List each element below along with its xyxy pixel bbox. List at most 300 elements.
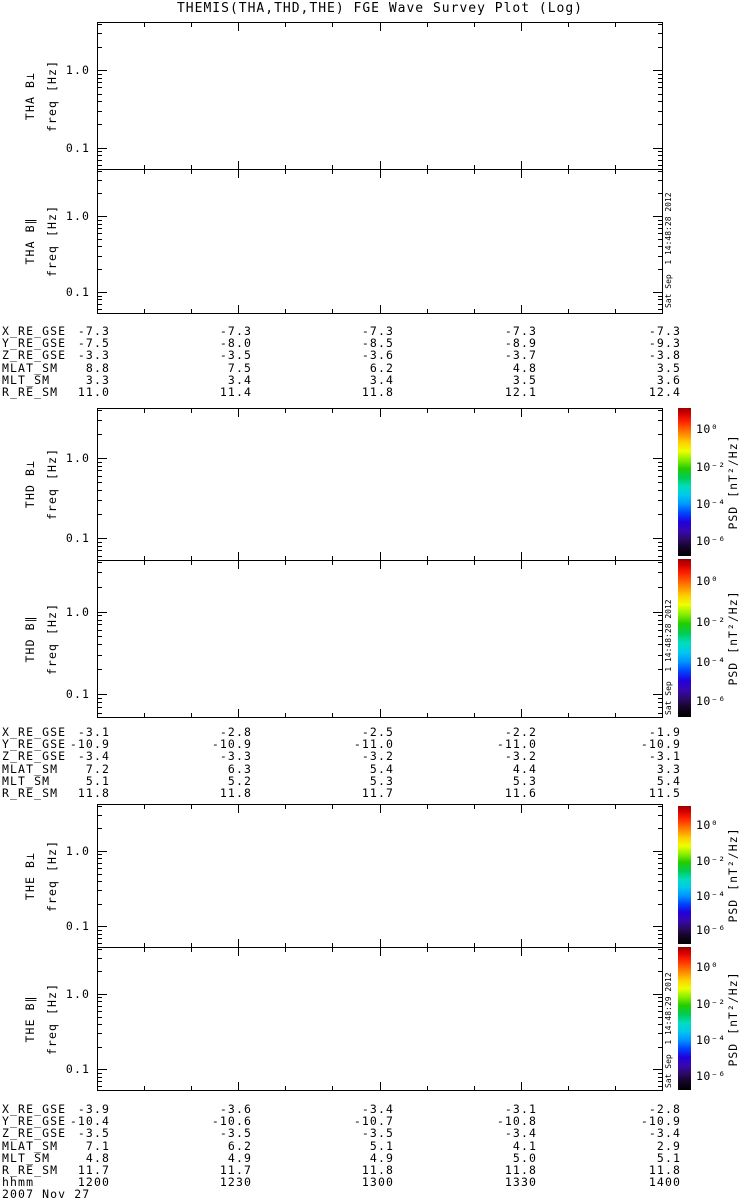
ephemeris-value: 3.6: [656, 372, 681, 387]
ephemeris-value: -3.4: [648, 1126, 681, 1141]
axis-tick: [98, 155, 102, 156]
panel-name-label: THE B∥: [23, 995, 37, 1042]
ephemeris-value: 5.1: [369, 1138, 394, 1153]
colorbar-tick-label: 10⁻⁴: [696, 888, 726, 903]
axis-tick: [658, 462, 662, 463]
axis-tick: [658, 224, 662, 225]
axis-tick: [658, 299, 662, 300]
ephemeris-value: -3.4: [504, 1126, 537, 1141]
axis-tick: [191, 309, 192, 313]
ephemeris-value: 12.4: [648, 385, 681, 399]
axis-tick: [474, 1086, 475, 1090]
freq-tick-label: 1.0: [65, 986, 90, 1001]
axis-tick: [658, 828, 662, 829]
axis-tick: [474, 805, 475, 809]
axis-tick: [658, 151, 662, 152]
ephemeris-value: 5.4: [369, 761, 394, 776]
ephemeris-value: -3.2: [504, 749, 537, 764]
psd-axis-label: PSD [nT²/Hz]: [726, 970, 740, 1067]
axis-tick: [98, 1086, 102, 1087]
axis-tick: [521, 23, 522, 31]
freq-axis-label: freq [Hz]: [45, 982, 59, 1055]
axis-tick: [568, 1086, 569, 1090]
ephemeris-value: 3.5: [512, 372, 537, 387]
axis-tick: [474, 23, 475, 27]
ephemeris-value: -2.8: [219, 725, 252, 739]
axis-tick: [658, 997, 662, 998]
axis-tick: [658, 904, 662, 905]
axis-tick: [658, 246, 662, 247]
axis-tick: [144, 1086, 145, 1090]
ephemeris-value: 11.8: [219, 786, 252, 800]
ephemeris-value: -8.5: [361, 336, 394, 351]
axis-tick: [191, 948, 192, 952]
time-tick-label: 1330: [504, 1175, 537, 1190]
axis-tick: [98, 572, 102, 573]
axis-tick: [658, 1077, 662, 1078]
ephemeris-row-label: Z_RE_GSE: [2, 1126, 67, 1141]
axis-tick: [98, 470, 102, 471]
ephemeris-value: 5.2: [227, 773, 252, 788]
axis-tick: [98, 971, 102, 972]
ephemeris-value: -3.3: [77, 348, 110, 363]
axis-tick: [615, 23, 616, 27]
ephemeris-value: 4.4: [512, 761, 537, 776]
axis-tick: [658, 470, 662, 471]
axis-tick: [521, 709, 522, 717]
creation-timestamp: Sat Sep 1 14:48:28 2012: [664, 599, 673, 715]
axis-tick: [658, 490, 662, 491]
axis-tick: [238, 805, 239, 813]
colorbar-tick-label: 10⁻⁶: [696, 1068, 726, 1083]
axis-tick: [615, 713, 616, 717]
ephemeris-row-label: MLAT_SM: [2, 1138, 59, 1153]
colorbar-tick-label: 10⁻⁶: [696, 923, 726, 938]
axis-tick: [521, 305, 522, 313]
ephemeris-value: 5.1: [656, 1150, 681, 1165]
axis-tick: [98, 124, 102, 125]
ephemeris-value: -2.5: [361, 725, 394, 739]
ephemeris-row-label: R_RE_SM: [2, 786, 59, 800]
axis-tick: [98, 858, 102, 859]
ephemeris-value: -3.9: [77, 1102, 110, 1116]
axis-tick: [653, 851, 662, 852]
freq-tick-label: 1.0: [65, 843, 90, 858]
axis-tick: [97, 561, 98, 569]
axis-tick: [98, 698, 102, 699]
axis-tick: [97, 552, 98, 560]
axis-tick: [98, 299, 102, 300]
axis-tick: [238, 170, 239, 178]
axis-tick: [658, 702, 662, 703]
axis-tick: [191, 805, 192, 809]
axis-tick: [97, 170, 98, 178]
axis-tick: [380, 552, 381, 560]
axis-tick: [662, 1082, 663, 1090]
axis-tick: [658, 74, 662, 75]
axis-tick: [285, 1086, 286, 1090]
axis-tick: [98, 490, 102, 491]
ephemeris-value: 7.1: [85, 1138, 110, 1153]
ephemeris-value: 3.4: [227, 372, 252, 387]
axis-tick: [380, 805, 381, 813]
ephemeris-value: 8.8: [85, 360, 110, 375]
axis-tick: [658, 1011, 662, 1012]
axis-tick: [98, 958, 102, 959]
axis-tick: [98, 224, 102, 225]
axis-tick: [653, 458, 662, 459]
spectrogram-panel-tha-b-: [97, 169, 663, 314]
axis-tick: [98, 904, 102, 905]
ephemeris-value: 7.5: [227, 360, 252, 375]
axis-tick: [98, 694, 107, 695]
axis-tick: [474, 561, 475, 565]
axis-tick: [658, 111, 662, 112]
freq-axis-label: freq [Hz]: [45, 204, 59, 278]
ephemeris-value: -3.1: [77, 725, 110, 739]
ephemeris-value: 3.3: [656, 761, 681, 776]
ephemeris-value: -10.9: [640, 1114, 681, 1129]
axis-tick: [98, 74, 102, 75]
axis-tick: [658, 630, 662, 631]
ephemeris-value: -10.4: [69, 1114, 110, 1129]
axis-tick: [658, 94, 662, 95]
axis-tick: [238, 409, 239, 417]
freq-tick-label: 0.1: [65, 140, 90, 155]
axis-tick: [332, 948, 333, 952]
spectrogram-panel-the-b-: [97, 947, 663, 1091]
axis-tick: [98, 620, 102, 621]
axis-tick: [98, 33, 102, 34]
axis-tick: [98, 851, 107, 852]
ephemeris-value: -3.4: [361, 1102, 394, 1116]
axis-tick: [662, 948, 663, 956]
ephemeris-value: -7.3: [504, 324, 537, 338]
axis-tick: [98, 538, 107, 539]
axis-tick: [98, 1024, 102, 1025]
axis-tick: [653, 292, 662, 293]
axis-tick: [474, 170, 475, 174]
psd-axis-label: PSD [nT²/Hz]: [726, 827, 740, 923]
axis-tick: [521, 805, 522, 813]
axis-tick: [568, 948, 569, 952]
axis-tick: [658, 124, 662, 125]
axis-tick: [98, 239, 102, 240]
ephemeris-row-label: X_RE_GSE: [2, 725, 67, 739]
axis-tick: [568, 23, 569, 27]
axis-tick: [144, 170, 145, 174]
axis-tick: [380, 161, 381, 169]
axis-tick: [658, 78, 662, 79]
axis-tick: [427, 805, 428, 809]
axis-tick: [521, 1082, 522, 1090]
axis-tick: [191, 561, 192, 565]
axis-tick: [144, 805, 145, 809]
axis-tick: [98, 269, 102, 270]
ephemeris-value: -3.5: [361, 1126, 394, 1141]
axis-tick: [144, 409, 145, 413]
axis-tick: [521, 552, 522, 560]
panel-name-label: THA B⊥: [23, 71, 37, 120]
axis-tick: [98, 111, 102, 112]
ephemeris-value: 5.0: [512, 1150, 537, 1165]
axis-tick: [98, 815, 102, 816]
axis-tick: [98, 220, 102, 221]
axis-tick: [658, 874, 662, 875]
ephemeris-row-label: Z_RE_GSE: [2, 348, 67, 363]
ephemeris-value: -3.5: [219, 348, 252, 363]
axis-tick: [98, 458, 107, 459]
ephemeris-row-label: MLT_SM: [2, 372, 51, 387]
ephemeris-value: 11.7: [361, 786, 394, 800]
axis-tick: [474, 948, 475, 952]
colorbar-tick-label: 10⁰: [696, 818, 719, 833]
axis-tick: [658, 233, 662, 234]
axis-tick: [98, 713, 102, 714]
colorbar-tick-label: 10⁻⁶: [696, 694, 726, 709]
ephemeris-value: -8.9: [504, 336, 537, 351]
axis-tick: [658, 500, 662, 501]
axis-tick: [658, 155, 662, 156]
axis-tick: [98, 47, 102, 48]
plot-title: THEMIS(THA,THD,THE) FGE Wave Survey Plot (Log): [176, 1, 584, 16]
axis-tick: [98, 1033, 102, 1034]
axis-tick: [98, 87, 102, 88]
axis-tick: [427, 170, 428, 174]
freq-axis-label: freq [Hz]: [45, 59, 59, 132]
axis-tick: [658, 624, 662, 625]
axis-tick: [98, 806, 102, 807]
axis-tick: [97, 948, 98, 956]
ephemeris-value: 3.5: [656, 360, 681, 375]
axis-tick: [98, 216, 107, 217]
colorbar-tick-label: 10⁻⁴: [696, 1032, 726, 1047]
psd-axis-label: PSD [nT²/Hz]: [726, 590, 740, 686]
axis-tick: [658, 466, 662, 467]
axis-tick: [98, 949, 102, 950]
axis-tick: [658, 707, 662, 708]
axis-tick: [658, 47, 662, 48]
axis-tick: [658, 476, 662, 477]
ephemeris-value: -10.7: [353, 1114, 394, 1129]
axis-tick: [98, 70, 107, 71]
axis-tick: [98, 1011, 102, 1012]
ephemeris-value: 11.8: [77, 786, 110, 800]
panel-name-label: THE B⊥: [23, 851, 37, 900]
axis-tick: [658, 858, 662, 859]
axis-tick: [98, 624, 102, 625]
axis-tick: [427, 948, 428, 952]
axis-tick: [97, 805, 98, 813]
ephemeris-value: -3.2: [361, 749, 394, 764]
axis-tick: [238, 561, 239, 569]
ephemeris-row-label: Y_RE_GSE: [2, 1114, 67, 1129]
axis-tick: [332, 1086, 333, 1090]
axis-tick: [658, 615, 662, 616]
axis-tick: [144, 309, 145, 313]
axis-tick: [98, 1001, 102, 1002]
axis-tick: [658, 482, 662, 483]
colorbar-gradient: [678, 408, 691, 556]
axis-tick: [658, 930, 662, 931]
axis-tick: [98, 1073, 102, 1074]
axis-tick: [615, 805, 616, 809]
axis-tick: [98, 462, 102, 463]
axis-tick: [98, 881, 102, 882]
axis-tick: [568, 409, 569, 413]
axis-tick: [658, 636, 662, 637]
axis-tick: [98, 24, 102, 25]
axis-tick: [97, 161, 98, 169]
axis-tick: [427, 561, 428, 565]
axis-tick: [98, 934, 102, 935]
ephemeris-value: -3.8: [648, 348, 681, 363]
axis-tick: [97, 23, 98, 31]
ephemeris-value: 11.8: [361, 1163, 394, 1177]
axis-tick: [98, 546, 102, 547]
axis-tick: [658, 958, 662, 959]
freq-tick-label: 0.1: [65, 1062, 90, 1077]
axis-tick: [662, 561, 663, 569]
time-tick-label: 1230: [219, 1175, 252, 1190]
axis-tick: [98, 542, 102, 543]
ephemeris-value: 5.3: [512, 773, 537, 788]
axis-tick: [98, 1069, 107, 1070]
axis-tick: [98, 165, 102, 166]
axis-tick: [98, 228, 102, 229]
axis-tick: [285, 561, 286, 565]
axis-tick: [380, 709, 381, 717]
axis-tick: [98, 466, 102, 467]
time-tick-label: 1300: [361, 1175, 394, 1190]
ephemeris-value: -3.5: [77, 1126, 110, 1141]
time-tick-label: 1200: [77, 1175, 110, 1190]
ephemeris-row-label: Y_RE_GSE: [2, 737, 67, 752]
colorbar-tick-label: 10⁻⁶: [696, 534, 726, 549]
axis-tick: [98, 514, 102, 515]
ephemeris-value: -1.9: [648, 725, 681, 739]
axis-tick: [568, 805, 569, 809]
axis-tick: [98, 562, 102, 563]
freq-tick-label: 0.1: [65, 285, 90, 300]
axis-tick: [285, 23, 286, 27]
axis-tick: [97, 409, 98, 417]
axis-tick: [332, 805, 333, 809]
spectrogram-panel-thd-b-: [97, 560, 663, 718]
ephemeris-value: 11.8: [504, 1163, 537, 1177]
axis-tick: [658, 863, 662, 864]
axis-tick: [144, 948, 145, 952]
ephemeris-row-label: Y_RE_GSE: [2, 336, 67, 351]
axis-tick: [98, 943, 102, 944]
ephemeris-value: -7.3: [219, 324, 252, 338]
axis-tick: [615, 409, 616, 413]
axis-tick: [98, 636, 102, 637]
ephemeris-value: -2.8: [648, 1102, 681, 1116]
ephemeris-value: -3.5: [219, 1126, 252, 1141]
spectrogram-panel-the-b-: [97, 804, 663, 948]
axis-tick: [191, 170, 192, 174]
axis-tick: [658, 854, 662, 855]
axis-tick: [662, 805, 663, 813]
colorbar-tick-label: 10⁰: [696, 574, 719, 589]
axis-tick: [658, 620, 662, 621]
axis-tick: [98, 615, 102, 616]
axis-tick: [98, 296, 102, 297]
ephemeris-row-label: MLAT_SM: [2, 761, 59, 776]
axis-tick: [98, 410, 102, 411]
ephemeris-value: -11.0: [353, 737, 394, 752]
axis-tick: [380, 561, 381, 569]
axis-tick: [98, 655, 102, 656]
freq-tick-label: 1.0: [65, 209, 90, 224]
axis-tick: [332, 713, 333, 717]
axis-tick: [98, 101, 102, 102]
ephemeris-value: 5.3: [369, 773, 394, 788]
axis-tick: [653, 216, 662, 217]
freq-tick-label: 1.0: [65, 604, 90, 619]
axis-tick: [521, 939, 522, 947]
axis-tick: [98, 926, 107, 927]
axis-tick: [98, 550, 102, 551]
axis-tick: [658, 87, 662, 88]
axis-tick: [658, 815, 662, 816]
axis-tick: [238, 23, 239, 31]
axis-tick: [658, 698, 662, 699]
axis-tick: [615, 948, 616, 952]
spectrogram-panel-thd-b-: [97, 408, 663, 561]
axis-tick: [98, 1017, 102, 1018]
axis-tick: [332, 561, 333, 565]
axis-tick: [658, 669, 662, 670]
axis-tick: [332, 309, 333, 313]
axis-tick: [380, 1082, 381, 1090]
ephemeris-value: -3.1: [648, 749, 681, 764]
ephemeris-value: -10.9: [640, 737, 681, 752]
ephemeris-value: 5.4: [656, 773, 681, 788]
axis-tick: [521, 948, 522, 956]
ephemeris-row-label: R_RE_SM: [2, 385, 59, 399]
axis-tick: [238, 161, 239, 169]
freq-tick-label: 1.0: [65, 63, 90, 78]
axis-tick: [658, 514, 662, 515]
ephemeris-row-label: X_RE_GSE: [2, 324, 67, 338]
axis-tick: [98, 233, 102, 234]
colorbar-tick-label: 10⁰: [696, 960, 719, 975]
ephemeris-row-label: MLT_SM: [2, 773, 51, 788]
axis-tick: [474, 713, 475, 717]
axis-tick: [98, 160, 102, 161]
ephemeris-value: 11.7: [77, 1163, 110, 1177]
ephemeris-value: -2.2: [504, 725, 537, 739]
ephemeris-value: 11.6: [504, 786, 537, 800]
axis-tick: [98, 193, 102, 194]
axis-tick: [98, 612, 107, 613]
ephemeris-value: -10.8: [496, 1114, 537, 1129]
axis-tick: [98, 930, 102, 931]
axis-tick: [98, 994, 107, 995]
axis-tick: [98, 587, 102, 588]
axis-tick: [238, 948, 239, 956]
axis-tick: [521, 409, 522, 417]
axis-tick: [380, 170, 381, 178]
psd-axis-label: PSD [nT²/Hz]: [726, 434, 740, 530]
axis-tick: [238, 939, 239, 947]
ephemeris-row-label: MLT_SM: [2, 1150, 51, 1165]
axis-tick: [97, 1082, 98, 1090]
ephemeris-value: 2.9: [656, 1138, 681, 1153]
axis-tick: [427, 713, 428, 717]
